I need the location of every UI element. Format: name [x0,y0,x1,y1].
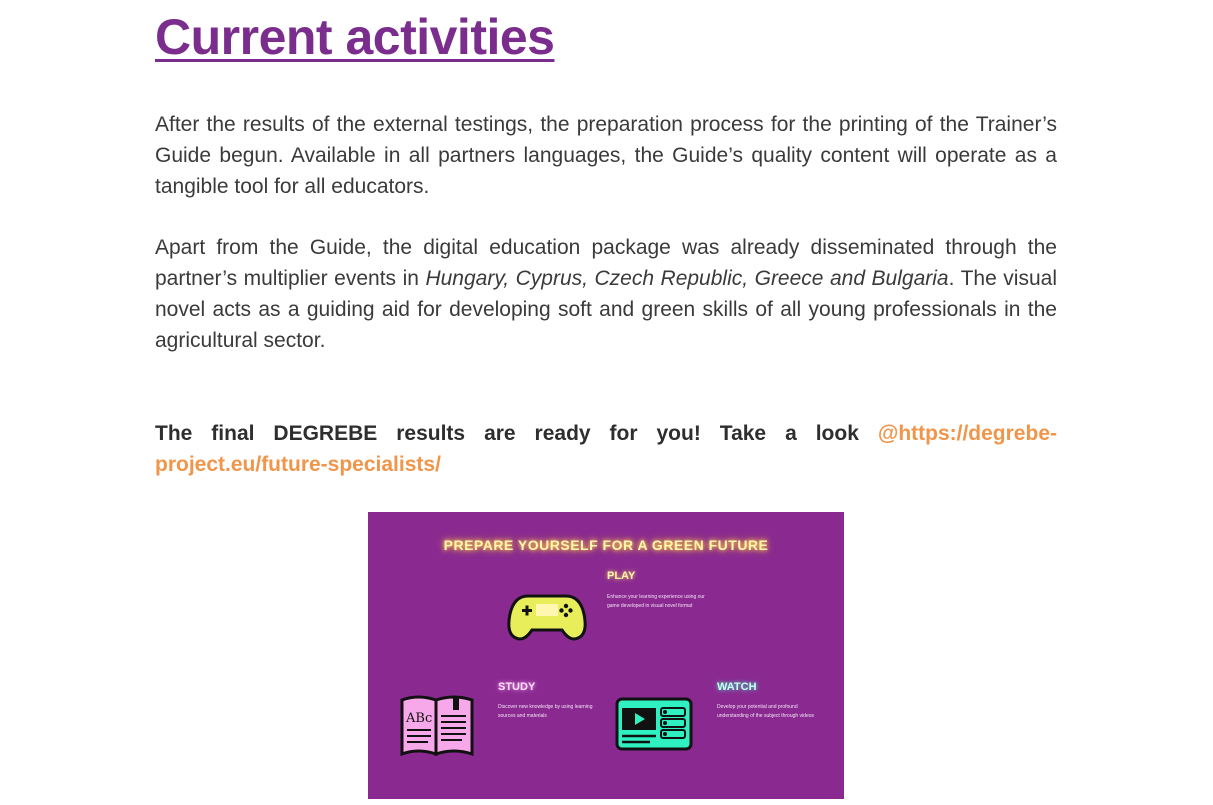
watch-description: Develop your potential and profound understanding of the subject through videos [717,704,815,719]
paragraph-dissemination-start: Apart from the Guide, the digital education package was already disseminated through the partner’s multiplier events in [155,236,1057,290]
study-heading: STUDY [498,681,536,693]
results-callout-text: The final DEGREBE results are ready for you! Take a look [155,422,878,445]
page-title: Current activities [155,9,555,65]
results-link[interactable]: @https://degrebe-project.eu/future-specialists/ [155,422,1057,476]
paragraph-dissemination-end: . The visual novel acts as a guiding aid for developing soft and green skills of all young professionals in the agricultural sector. [155,267,1057,352]
banner-title: PREPARE YOURSELF FOR A GREEN FUTURE [443,537,769,553]
book-icon [398,692,476,758]
play-heading: PLAY [607,570,636,582]
results-callout [155,418,1057,480]
watch-heading: WATCH [717,681,757,693]
paragraph-dissemination [155,232,1057,356]
gamepad-icon [506,592,588,644]
video-player-icon [614,696,694,754]
book-letters: ABc [406,711,433,726]
countries-list: Hungary, Cyprus, Czech Republic, Greece and Bulgaria [425,267,949,290]
promo-banner [368,512,844,799]
paragraph-guide: After the results of the external testings, the preparation process for the printing of the Trainer’s Guide begun. Available in all partners languages, the Guide’s quality content will operate as a tangible tool for all educators. [155,113,1057,198]
play-description: Enhance your learning experience using our game developed in visual novel format [607,594,705,609]
study-description: Discover new knowledge by using learning sources and materials [498,704,593,719]
